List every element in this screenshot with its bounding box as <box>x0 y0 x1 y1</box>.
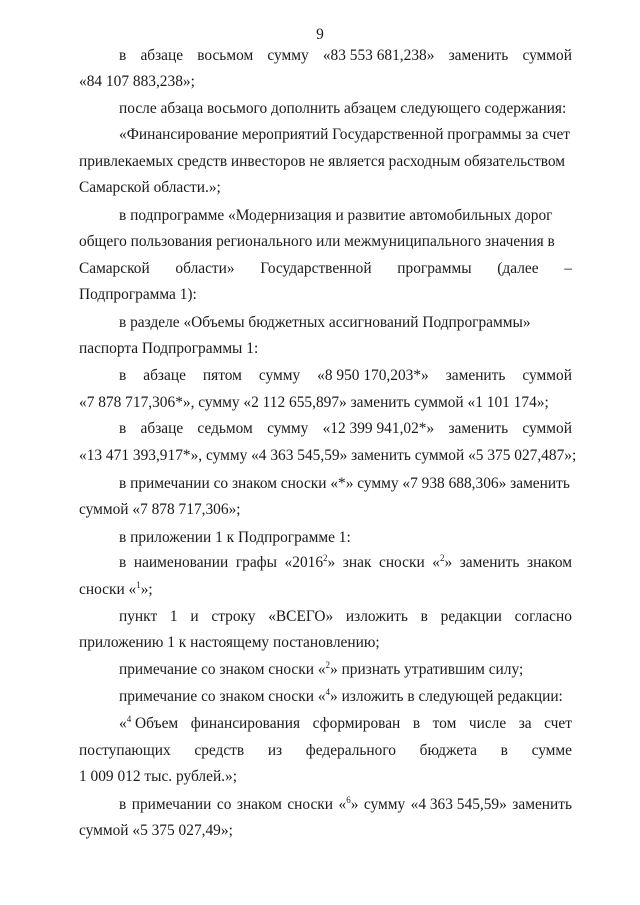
paragraph-1-line-2: «84 107 883,238»; <box>79 73 195 90</box>
word: в <box>119 367 127 384</box>
word: «4 363 545,59» <box>410 796 507 813</box>
word: заменить <box>448 420 509 437</box>
footnote-mark: 4 <box>126 714 132 724</box>
word: суммой <box>522 47 572 64</box>
word: абзаце <box>143 367 186 384</box>
paragraph-4-line-2: общего пользования регионального или межмуниципального значения в <box>79 233 555 250</box>
paragraph-3-line-1: «Финансирование мероприятий Государственной программы за счет <box>119 126 571 143</box>
word: седьмом <box>197 420 253 437</box>
word: сформирован <box>312 715 401 732</box>
footnote-mark: 1 <box>136 580 141 590</box>
word: наименовании <box>133 554 229 571</box>
paragraph-9: в приложении 1 к Подпрограмме 1: <box>119 529 351 546</box>
word: пункт <box>119 608 158 625</box>
word: из <box>267 742 283 759</box>
word: сумме <box>531 742 572 759</box>
footnote-mark: 6 <box>346 795 351 805</box>
word: за <box>518 715 532 732</box>
word: заменить <box>512 796 572 813</box>
word: заменить <box>448 47 509 64</box>
paragraph-3-line-2: привлекаемых средств инвесторов не является расходным обязательством <box>79 153 566 170</box>
footnote-mark: 2 <box>439 553 445 563</box>
paragraph-6-line-2: «7 878 717,306*», сумму «2 112 655,897» заменить суммой «1 101 174»; <box>79 394 549 411</box>
word: средств <box>194 742 245 759</box>
word: «83 553 681,238» <box>322 47 435 64</box>
paragraph-10-line-2: сноски «$^1$»; <box>79 580 153 598</box>
word: федерального <box>305 742 396 759</box>
word: сумму <box>267 420 309 437</box>
word: знаком <box>526 554 572 571</box>
word-with-footnote: «2016$^2$» <box>284 553 336 571</box>
word: 1 <box>169 608 178 625</box>
paragraph-14-line-2 <box>79 742 572 762</box>
page-number: 9 <box>316 26 324 43</box>
paragraph-11-line-1 <box>119 608 572 628</box>
word: пятом <box>202 367 242 384</box>
word: сумму <box>363 796 406 813</box>
word: редакции <box>440 608 502 625</box>
word: заменить <box>459 554 520 571</box>
word: (далее <box>497 260 539 277</box>
word: знаком <box>236 796 282 813</box>
word: – <box>564 260 572 277</box>
word: том <box>432 715 457 732</box>
paragraph-13: примечание со знаком сноски «$^4$» изложить в следующей редакции: <box>119 687 563 705</box>
word: программы <box>397 260 472 277</box>
paragraph-8-line-1: в примечании со знаком сноски «*» сумму «7 938 688,306» заменить <box>119 475 570 492</box>
word: в <box>412 715 421 732</box>
paragraph-6-line-1 <box>119 367 572 387</box>
word-with-footnote: «$^4$ Объем <box>119 714 179 732</box>
paragraph-7-line-1 <box>119 420 572 440</box>
word: суммой <box>522 367 572 384</box>
word: сноски <box>287 796 334 813</box>
word: «ВСЕГО» <box>268 608 334 625</box>
word: со <box>216 796 232 813</box>
word: абзаце <box>140 47 184 64</box>
footnote-mark: 4 <box>325 687 331 697</box>
paragraph-1-line-1 <box>119 47 572 67</box>
paragraph-15-line-2: суммой «5 375 027,49»; <box>79 822 233 839</box>
word: Государственной <box>260 260 372 277</box>
paragraph-11-line-2: приложению 1 к настоящему постановлению; <box>79 634 380 651</box>
paragraph-15-line-1 <box>119 796 572 816</box>
word: в <box>500 742 508 759</box>
paragraph-3-line-3: Самарской области.»; <box>79 179 221 196</box>
word: сумму <box>258 367 301 384</box>
paragraph-8-line-2: суммой «7 878 717,306»; <box>79 501 241 518</box>
word: бюджета <box>419 742 477 759</box>
word: Самарской <box>79 260 150 277</box>
word: «12 399 941,02*» <box>322 420 435 437</box>
word: финансирования <box>190 715 301 732</box>
word: изложить <box>345 608 408 625</box>
paragraph-5-line-1: в разделе «Объемы бюджетных ассигнований Подпрограммы» <box>119 314 531 331</box>
paragraph-4-line-4: Подпрограмма 1): <box>79 286 197 303</box>
word: в <box>420 608 428 625</box>
paragraph-5-line-2: паспорта Подпрограммы 1: <box>79 340 259 357</box>
word: в <box>119 47 127 64</box>
word: согласно <box>514 608 572 625</box>
word: сноски <box>378 554 425 571</box>
footnote-mark: 2 <box>323 553 328 563</box>
paragraph-12: примечание со знаком сноски «$^2$» признать утратившим силу; <box>119 660 524 678</box>
paragraph-2: после абзаца восьмого дополнить абзацем следующего содержания: <box>119 100 567 117</box>
word: в <box>119 796 127 813</box>
word-with-footnote: «$^2$» <box>432 553 453 571</box>
paragraph-4-line-1: в подпрограмме «Модернизация и развитие автомобильных дорог <box>119 207 553 224</box>
paragraph-4-line-3 <box>79 260 572 280</box>
word: строку <box>211 608 256 625</box>
footnote-mark: 2 <box>325 660 331 670</box>
word-with-footnote: «$^6$» <box>338 795 359 813</box>
paragraph-7-line-2: «13 471 393,917*», сумму «4 363 545,59» заменить суммой «5 375 027,487»; <box>79 447 577 464</box>
word: заменить <box>445 367 506 384</box>
paragraph-14-line-1 <box>119 715 572 735</box>
word: области» <box>175 260 235 277</box>
word: сумму <box>267 47 309 64</box>
word: в <box>119 554 127 571</box>
word: и <box>190 608 199 625</box>
word: примечании <box>131 796 212 813</box>
word: суммой <box>522 420 572 437</box>
word: графы <box>235 554 277 571</box>
paragraph-10-line-1 <box>119 554 572 574</box>
word: числе <box>468 715 507 732</box>
word: знак <box>342 554 372 571</box>
word: в <box>119 420 127 437</box>
word: восьмом <box>197 47 254 64</box>
word: поступающих <box>79 742 171 759</box>
word: «8 950 170,203*» <box>317 367 429 384</box>
word: абзаце <box>140 420 184 437</box>
paragraph-14-line-3: 1 009 012 тыс. рублей.»; <box>79 768 238 785</box>
word: счет <box>544 715 572 732</box>
